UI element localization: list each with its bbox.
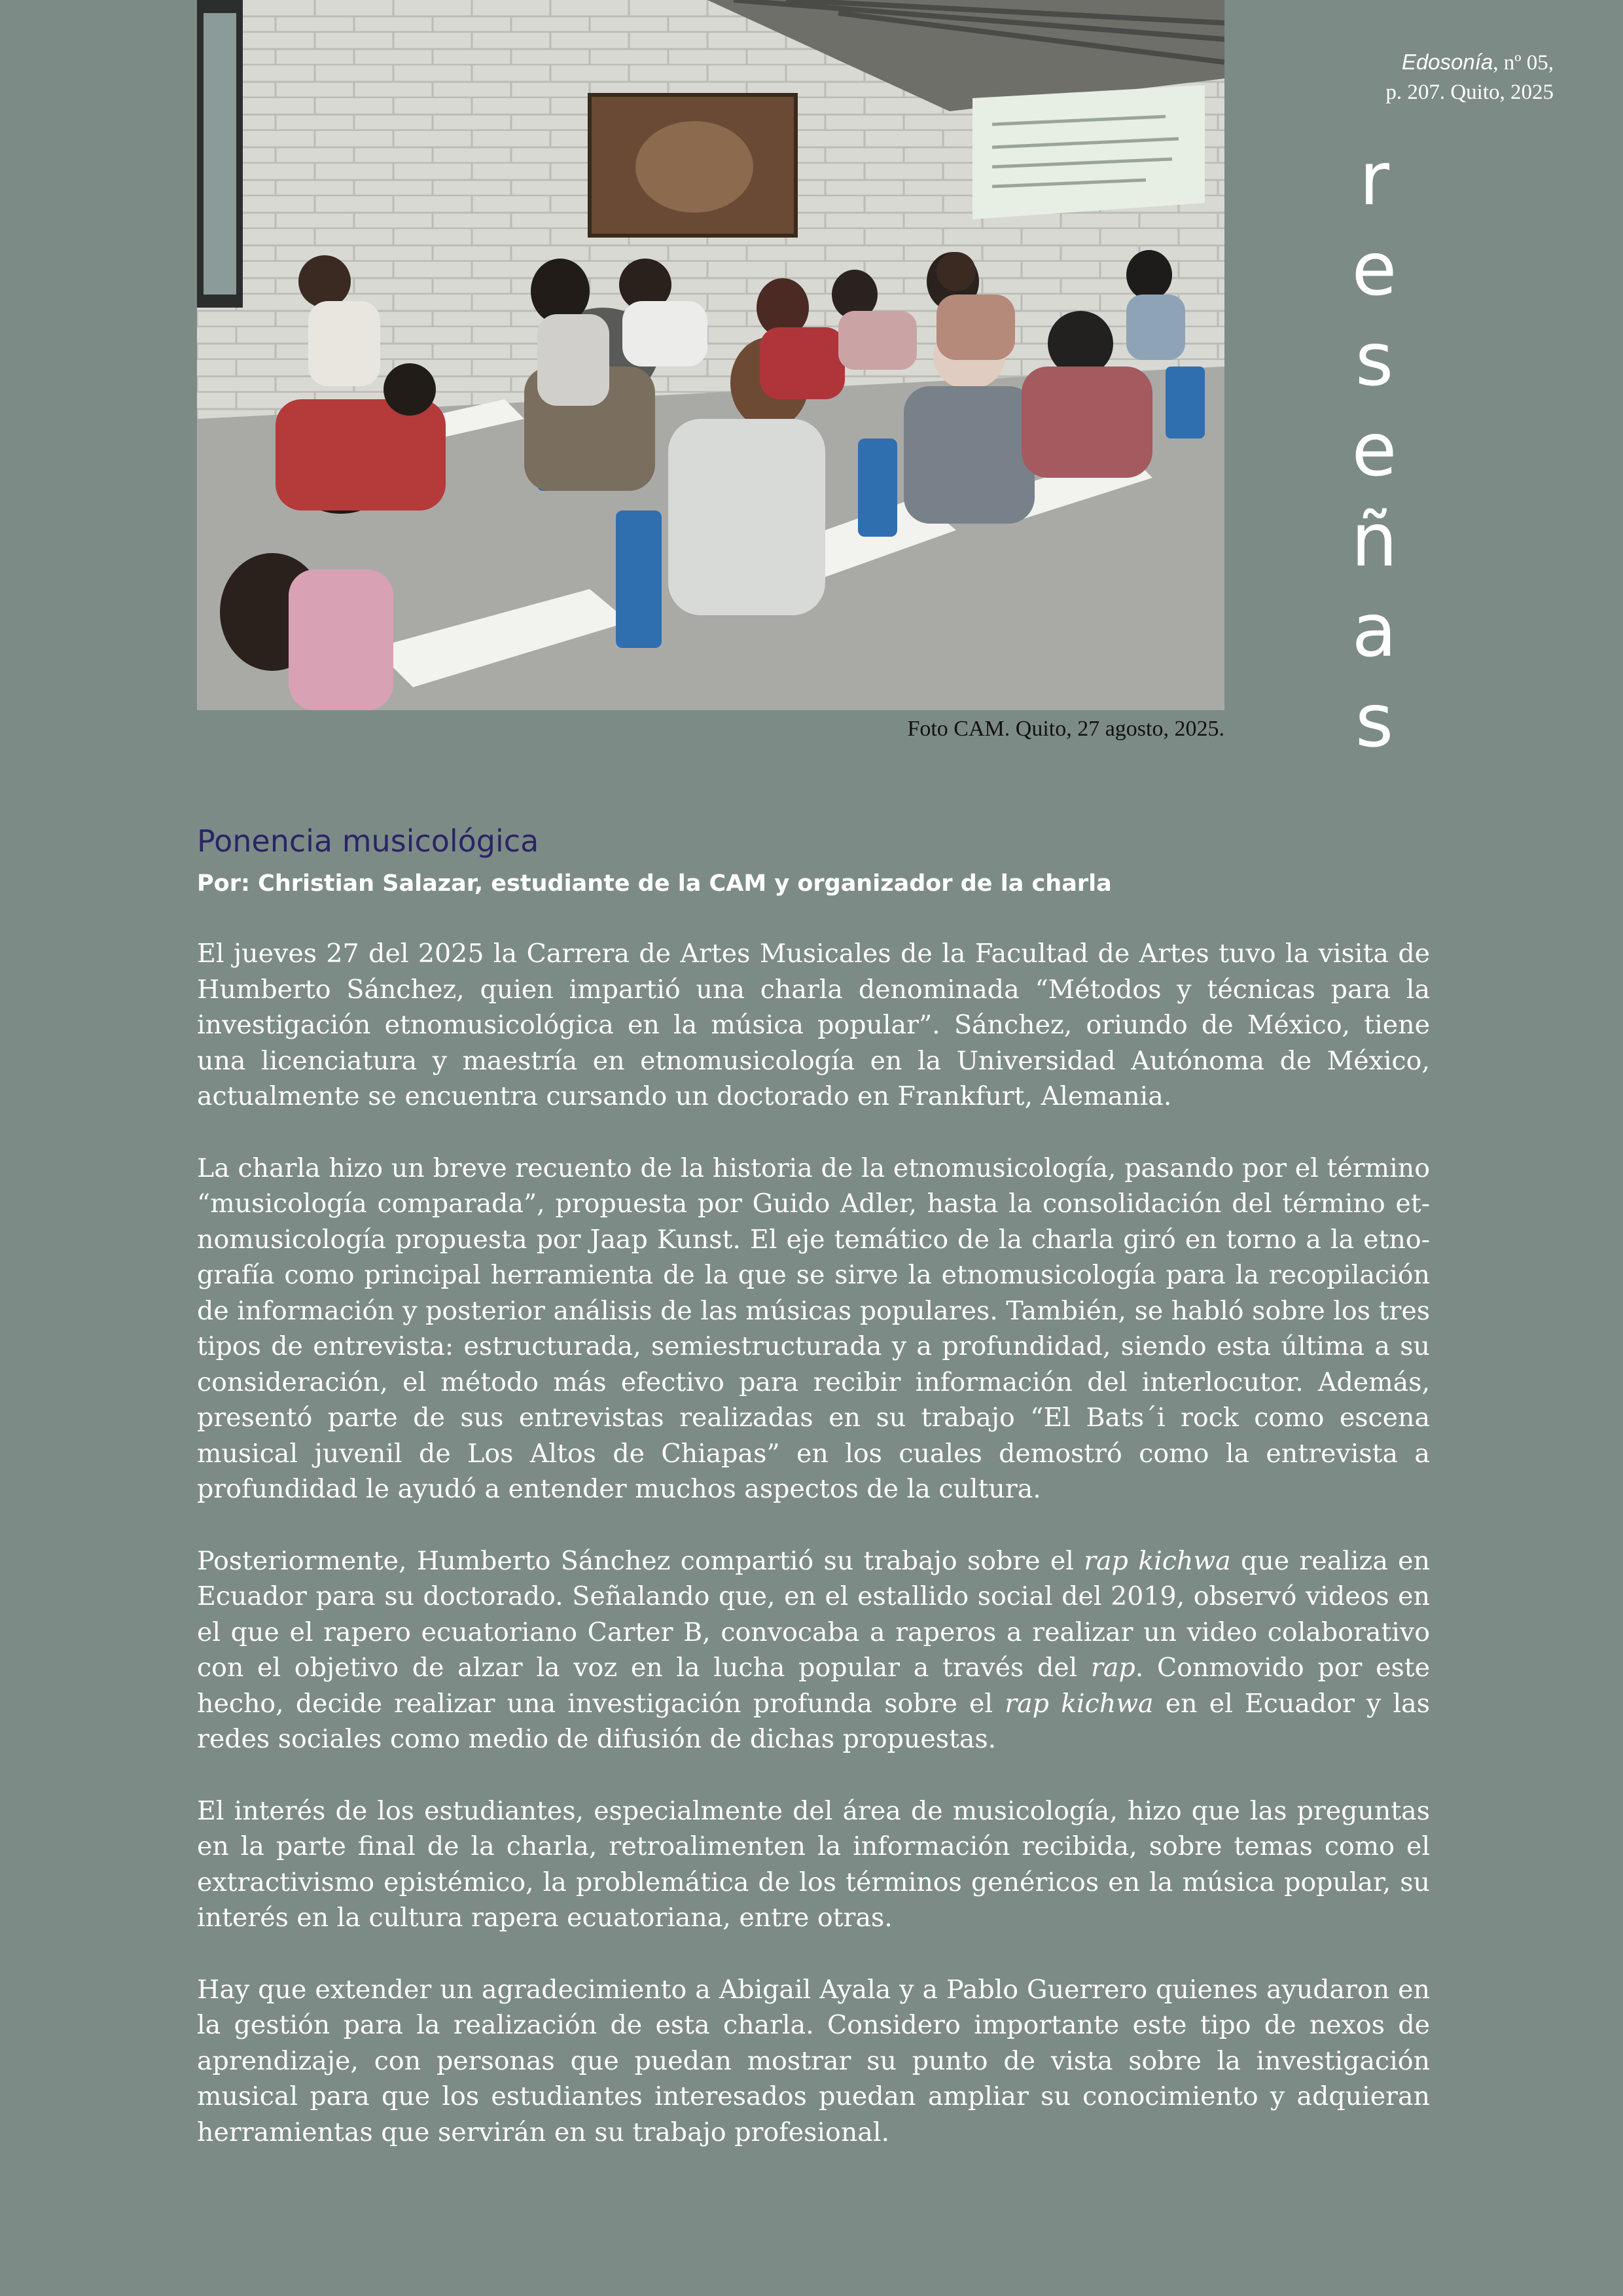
italic-term: rap kichwa xyxy=(1084,1545,1231,1576)
italic-term: rap kichwa xyxy=(1005,1688,1154,1719)
article-title: Ponencia musicológica xyxy=(197,823,539,859)
paragraph-1: El jueves 27 del 2025 la Carrera de Artes Musicales de la Facultad de Artes tuvo la visita de Humberto Sánchez, quien impartió una charla denominada “Métodos y técnicas para la investigación etnomusicológica en la música popular”. Sánchez, oriundo de México, tiene una licenciatura y maestría en etnomusicología en la Universidad Autónoma de México, actualmente se encuentra cursando un doctorado en Frankfurt, Alemania. xyxy=(197,939,1430,1111)
text-run: en el Ecuador y las redes sociales como medio de difusión de dichas propuestas. xyxy=(197,1688,1430,1754)
italic-term: rap xyxy=(1091,1653,1135,1683)
section-letter: r xyxy=(1359,137,1390,222)
article-byline: Por: Christian Salazar, estudiante de la CAM y organizador de la charla xyxy=(197,870,1112,897)
article-body xyxy=(197,936,1430,2186)
paragraph-3 xyxy=(197,1543,1430,1757)
paragraph-5: Hay que extender un agradecimiento a Abigail Ayala y a Pablo Guerrero quienes ayudaron en la gestión para la realización de esta charla. Considero importante este tipo de nexos de aprendizaje, con personas que puedan mostrar su punto de vista sobre la investigación musical para que los estudiantes interesados puedan ampliar su conocimiento y adquieran herramientas que servirán en su trabajo profesional. xyxy=(197,1974,1430,2147)
event-photo xyxy=(197,0,1224,710)
section-letter: ñ xyxy=(1351,498,1398,583)
issue-line xyxy=(1385,47,1554,78)
paragraph-2: La charla hizo un breve recuento de la historia de la etnomusicología, pasando por el término “musicología comparada”, propuesta por Guido Adler, hasta la consolidación del término etnomusicología propuesta por Jaap Kunst. El eje temático de la charla giró en torno a la etnografía como principal herramienta de la que se sirve la etnomusicología para la recopilación de información y posterior análisis de las músicas populares. También, se habló sobre los tres tipos de entrevista: estructurada, semiestructurada y a profundidad, siendo esta última a su consideración, el método más efectivo para recibir información del interlocutor. Además, presentó parte de sus entrevistas realizadas en su trabajo “El Bats´i rock como escena musical juvenil de Los Altos de Chiapas” en los cuales demostró como la entrevista a profundidad le ayudó a entender muchos aspectos de la cultura. xyxy=(197,1153,1430,1504)
section-letter: s xyxy=(1355,679,1394,764)
page-place-year: p. 207. Quito, 2025 xyxy=(1385,81,1554,104)
section-title-vertical xyxy=(1309,134,1440,766)
paragraph-4: El interés de los estudiantes, especialmente del área de musicología, hizo que las preguntas en la parte final de la charla, retroalimenten la información recibida, sobre temas como el extractivismo epistémico, la problemática de los términos genéricos en la música popular, su interés en la cultura rapera ecuatoriana, entre otras. xyxy=(197,1795,1430,1933)
section-letter: a xyxy=(1351,588,1397,673)
section-letter: e xyxy=(1351,408,1397,493)
section-letter: e xyxy=(1351,227,1397,312)
section-letter: s xyxy=(1355,317,1394,403)
text-run: que realiza en Ecuador para su doctorado. Señalando que, en el estallido social del 2019, observó videos en el que el rapero ecuatoriano Carter B, convocaba a raperos a realizar un video colaborativo con el objetivo de alzar la voz en la lucha popular a través del xyxy=(197,1545,1430,1683)
classroom-photo-illustration xyxy=(197,0,1224,710)
issue-number: , nº 05, xyxy=(1493,51,1554,75)
text-run: . Conmovido por este hecho, decide realizar una investigación profunda sobre el xyxy=(197,1653,1430,1719)
issue-info xyxy=(1385,47,1554,107)
journal-name: Edosonía xyxy=(1401,50,1493,74)
photo-caption: Foto CAM. Quito, 27 agosto, 2025. xyxy=(907,717,1224,741)
text-run: Posteriormente, Humberto Sánchez compartió su trabajo sobre el xyxy=(197,1545,1084,1576)
